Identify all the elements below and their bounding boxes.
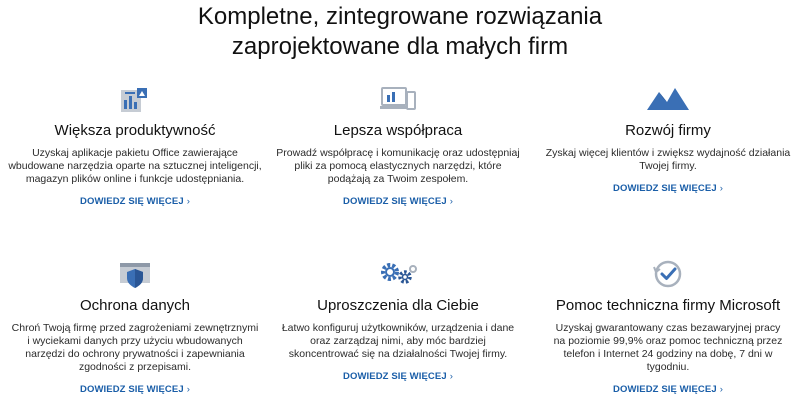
learn-more-link[interactable] [80,196,190,207]
chevron-right-icon: › [186,384,190,395]
productivity-chart-icon [115,80,155,116]
learn-more-label: DOWIEDZ SIĘ WIĘCEJ [613,183,717,194]
learn-more-label: DOWIEDZ SIĘ WIĘCEJ [343,196,447,207]
card-title: Rozwój firmy [625,122,711,139]
learn-more-link[interactable] [613,183,723,194]
card-description: Zyskaj więcej klientów i zwiększ wydajność działania Twojej firmy. [545,147,791,172]
card-description: Uzyskaj aplikacje pakietu Office zawierające wbudowane narzędzia oparte na sztucznej inteligencji, magazyn plików online i funkcje udostępniania. [8,147,262,185]
learn-more-link[interactable] [343,371,453,382]
feature-card-growth [533,80,800,196]
card-title: Większa produktywność [54,122,216,139]
card-description: Chroń Twoją firmę przed zagrożeniami zewnętrznymi i wyciekami danych przy użyciu wbudowanych narzędzi do ochrony prywatności i zapewniania zgodności z przepisami. [11,322,259,373]
card-description: Łatwo konfiguruj użytkowników, urządzenia i dane oraz zarządzaj nimi, aby móc bardziej skoncentrować się na działalności Twojej firmy. [281,322,515,360]
devices-collaboration-icon [378,80,418,116]
card-title: Uproszczenia dla Ciebie [317,297,479,314]
chevron-right-icon: › [186,196,190,207]
feature-card-simplification [263,255,533,384]
card-title: Ochrona danych [79,297,191,314]
learn-more-label: DOWIEDZ SIĘ WIĘCEJ [80,196,184,207]
feature-card-productivity [0,80,270,209]
learn-more-label: DOWIEDZ SIĘ WIĘCEJ [343,371,447,382]
feature-card-support [533,255,800,397]
headline-line-2: zaprojektowane dla małych firm [231,33,569,60]
feature-card-data-protection [0,255,270,397]
learn-more-label: DOWIEDZ SIĘ WIĘCEJ [80,384,184,395]
page-headline [0,2,800,62]
card-title: Lepsza współpraca [333,122,463,139]
card-title: Pomoc techniczna firmy Microsoft [555,297,781,314]
chevron-right-icon: › [719,384,723,395]
mountain-growth-icon [645,80,691,116]
card-description: Uzyskaj gwarantowany czas bezawaryjnej pracy na poziomie 99,9% oraz pomoc techniczną przez telefon i Internet 24 godziny na dobę, 7 dni w tygodniu. [553,322,783,373]
learn-more-link[interactable] [613,384,723,395]
chevron-right-icon: › [449,196,453,207]
learn-more-label: DOWIEDZ SIĘ WIĘCEJ [613,384,717,395]
support-check-clock-icon [648,255,688,291]
chevron-right-icon: › [719,183,723,194]
learn-more-link[interactable] [80,384,190,395]
headline-line-1: Kompletne, zintegrowane rozwiązania [197,3,603,30]
shield-data-icon [115,255,155,291]
feature-card-collaboration [263,80,533,209]
chevron-right-icon: › [449,371,453,382]
gears-icon [376,255,420,291]
card-description: Prowadź współpracę i komunikację oraz udostępniaj pliki za pomocą elastycznych narzędzi, które podążają za Twoim zespołem. [276,147,520,185]
learn-more-link[interactable] [343,196,453,207]
